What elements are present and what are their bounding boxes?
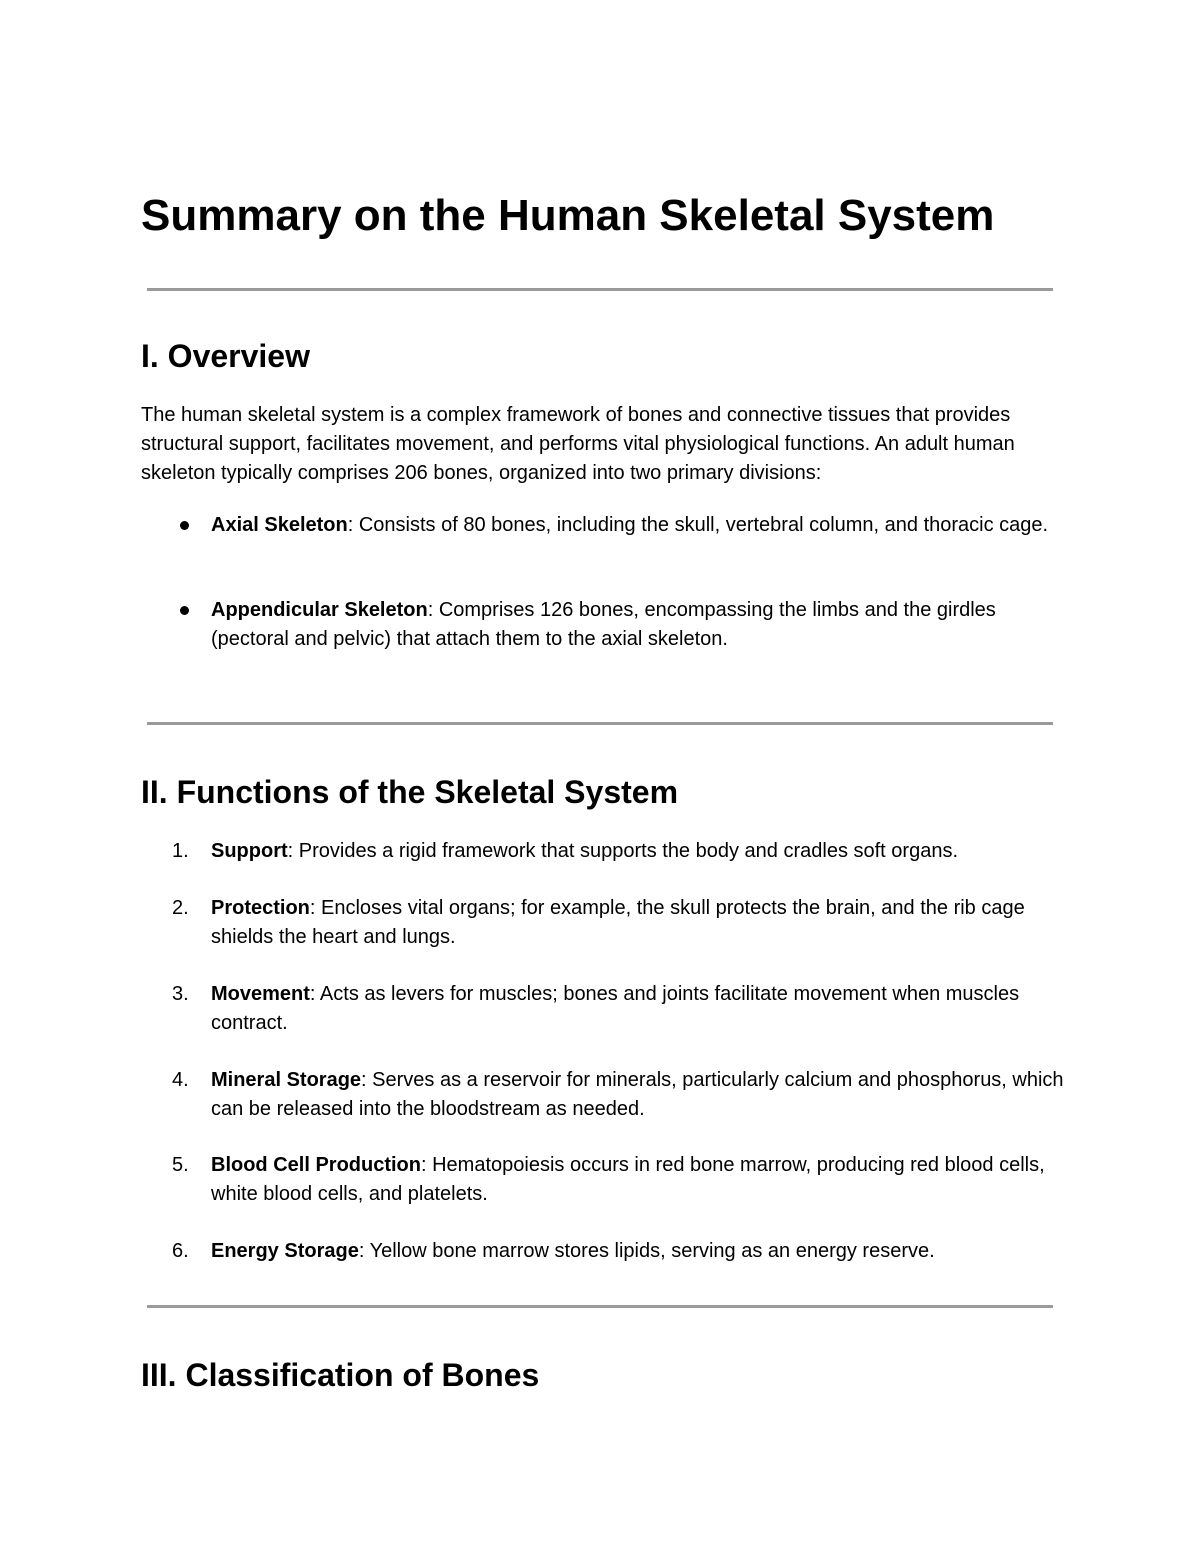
- section-heading-functions: II. Functions of the Skeletal System: [141, 774, 679, 810]
- function-item-protection: [211, 894, 1071, 952]
- function-item-mineral-storage: [211, 1066, 1071, 1124]
- horizontal-divider: [147, 288, 1053, 291]
- list-number: 2.: [172, 897, 189, 919]
- function-text: : Provides a rigid framework that supports the body and cradles soft organs.: [287, 840, 958, 862]
- list-number: 4.: [172, 1069, 189, 1091]
- document-title: Summary on the Human Skeletal System: [141, 191, 995, 240]
- section-heading-classification: III. Classification of Bones: [141, 1357, 540, 1393]
- function-text: : Acts as levers for muscles; bones and joints facilitate movement when muscles contract.: [211, 983, 1020, 1034]
- horizontal-divider: [147, 1305, 1053, 1308]
- overview-paragraph: The human skeletal system is a complex framework of bones and connective tissues that provides structural support, facilitates movement, and performs vital physiological functions. An adult human skeleton typically comprises 206 bones, organized into two primary divisions:: [141, 404, 1015, 484]
- function-term: Blood Cell Production: [211, 1154, 421, 1176]
- bullet-item-appendicular-skeleton: [211, 596, 1071, 654]
- bullet-text: : Comprises 126 bones, encompassing the limbs and the girdles (pectoral and pelvic) that attach them to the axial skeleton.: [211, 599, 996, 650]
- function-term: Protection: [211, 897, 310, 919]
- section-heading-overview: I. Overview: [141, 338, 310, 374]
- function-item-blood-cell-production: [211, 1151, 1071, 1209]
- function-text: : Yellow bone marrow stores lipids, serving as an energy reserve.: [358, 1240, 935, 1262]
- function-text: : Serves as a reservoir for minerals, particularly calcium and phosphorus, which can be released into the bloodstream as needed.: [211, 1069, 1064, 1120]
- bullet-item-axial-skeleton: [211, 511, 1071, 540]
- bullet-text: : Consists of 80 bones, including the skull, vertebral column, and thoracic cage.: [347, 514, 1049, 536]
- bullet-term: Appendicular Skeleton: [211, 599, 428, 621]
- bullet-dot-icon: [180, 606, 189, 615]
- function-term: Movement: [211, 983, 310, 1005]
- list-number: 3.: [172, 983, 189, 1005]
- function-text: : Encloses vital organs; for example, the skull protects the brain, and the rib cage shields the heart and lungs.: [211, 897, 1025, 948]
- list-number: 5.: [172, 1154, 189, 1176]
- function-item-support: [211, 837, 1071, 866]
- horizontal-divider: [147, 722, 1053, 725]
- function-item-energy-storage: [211, 1237, 1071, 1266]
- function-term: Energy Storage: [211, 1240, 359, 1262]
- function-term: Mineral Storage: [211, 1069, 362, 1091]
- bullet-dot-icon: [180, 521, 189, 530]
- list-number: 1.: [172, 840, 189, 862]
- list-number: 6.: [172, 1240, 189, 1262]
- function-term: Support: [211, 840, 288, 862]
- function-text: : Hematopoiesis occurs in red bone marrow, producing red blood cells, white blood cells, and platelets.: [211, 1154, 1045, 1205]
- function-item-movement: [211, 980, 1071, 1038]
- bullet-term: Axial Skeleton: [211, 514, 348, 536]
